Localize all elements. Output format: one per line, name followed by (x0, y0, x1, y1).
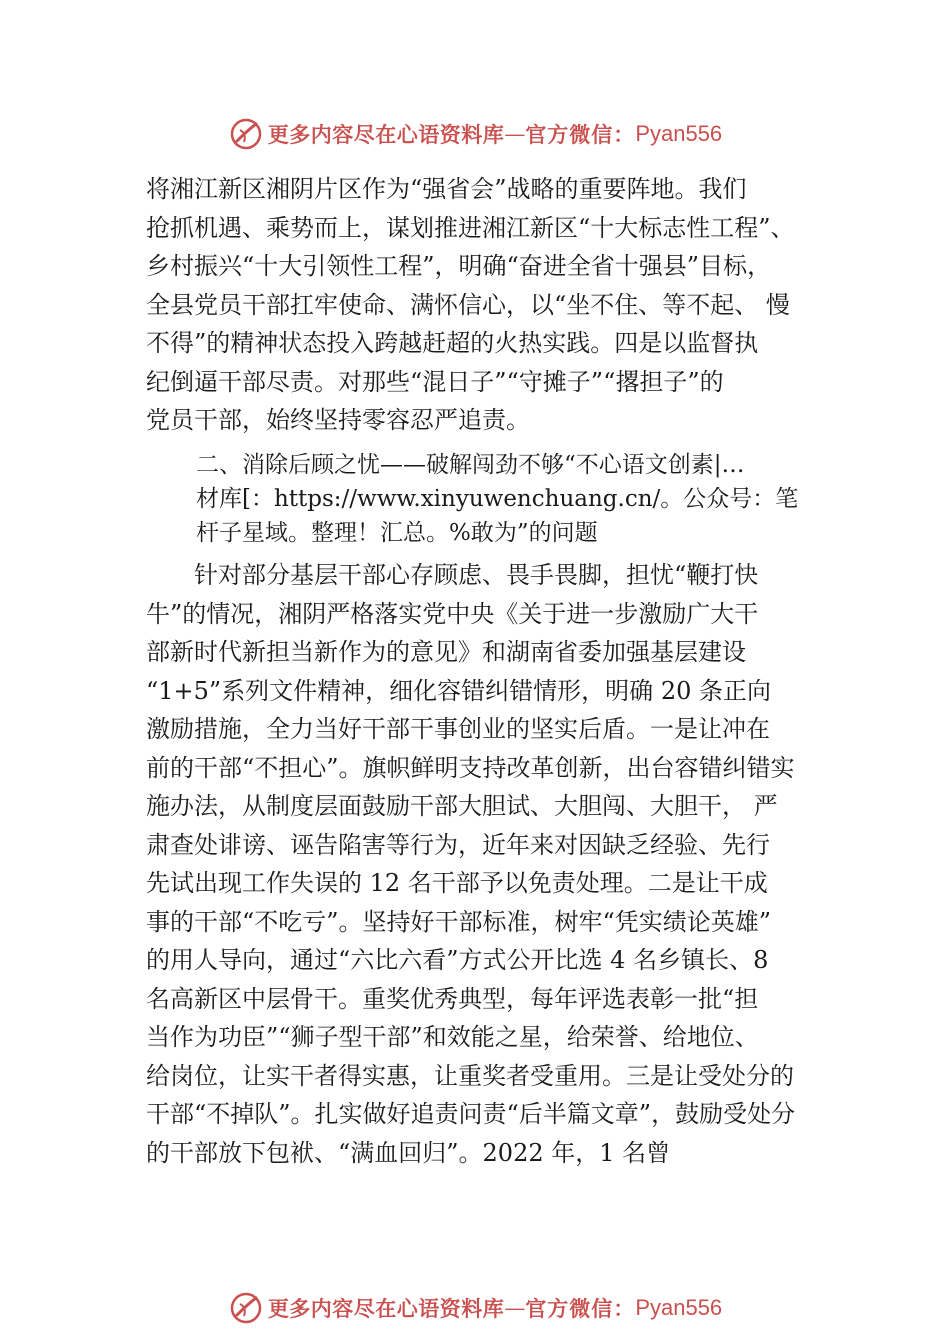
heading-line: 二、消除后顾之忧——破解闯劲不够“不心语文创素|… (196, 452, 745, 478)
watermark-main-text: 更多内容尽在心语资料库 (267, 122, 505, 147)
text-line: “1+5”系列文件精神，细化容错纠错情形，明确 20 条正向 (146, 676, 771, 705)
text-line: 将湘江新区湘阴片区作为“强省会”战略的重要阵地。我们 (146, 175, 747, 203)
brush-logo-icon (228, 116, 264, 152)
text-line: 给岗位，让实干者得实惠，让重奖者受重用。三是让受处分的 (146, 1061, 794, 1090)
header-watermark (0, 114, 950, 154)
text-line: 的用人导向，通过“六比六看”方式公开比选 4 名乡镇长、8 (146, 946, 769, 974)
text-line: 抢抓机遇、乘势而上，谋划推进湘江新区“十大标志性工程”、 (146, 213, 795, 242)
text-line: 不得”的精神状态投入跨越赶超的火热实践。四是以监督执 (146, 329, 759, 357)
text-line: 干部“不掉队”。扎实做好追责问责“后半篇文章”，鼓励受处分 (146, 1100, 796, 1128)
text-line: 全县党员干部扛牢使命、满怀信心，以“坐不住、等不起、 慢 (146, 290, 790, 319)
paragraph-2 (146, 556, 818, 1172)
watermark-main-text: 更多内容尽在心语资料库 (267, 1296, 505, 1321)
watermark-dash: — (504, 122, 526, 146)
text-line: 的干部放下包袱、“满血回归”。2022 年，1 名曾 (146, 1138, 671, 1167)
heading-line: 材库[：https://www.xinyuwenchuang.cn/。公众号：笔 (196, 486, 799, 512)
watermark-wechat-id: Pyan556 (635, 1295, 723, 1320)
heading-line: 杆子星域。整理！汇总。%敢为”的问题 (196, 520, 598, 546)
section-heading (196, 448, 820, 550)
text-line: 部新时代新担当新作为的意见》和湖南省委加强基层建设 (146, 638, 746, 666)
text-line: 事的干部“不吃亏”。坚持好干部标准，树牢“凭实绩论英雄” (146, 907, 772, 936)
text-line: 党员干部，始终坚持零容忍严追责。 (146, 406, 530, 434)
footer-watermark (0, 1288, 950, 1328)
text-line: 先试出现工作失误的 12 名干部予以免责处理。二是让干成 (146, 869, 768, 897)
paragraph-1 (146, 170, 818, 440)
text-line: 当作为功臣”“狮子型干部”和效能之星，给荣誉、给地位、 (146, 1023, 759, 1051)
text-line: 针对部分基层干部心存顾虑、畏手畏脚，担忧“鞭打快 (194, 561, 759, 589)
text-line: 施办法，从制度层面鼓励干部大胆试、大胆闯、大胆干， 严 (146, 792, 778, 820)
text-line: 名高新区中层骨干。重奖优秀典型，每年评选表彰一批“担 (146, 984, 759, 1013)
text-line: 纪倒逼干部尽责。对那些“混日子”“守摊子”“撂担子”的 (146, 367, 724, 396)
watermark-sub-text: 官方微信： (525, 122, 636, 147)
brush-logo-icon (228, 1290, 264, 1326)
watermark-wechat-id: Pyan556 (635, 121, 723, 146)
watermark-sub-text: 官方微信： (525, 1296, 636, 1321)
text-line: 牛”的情况，湘阴严格落实党中央《关于进一步激励广大干 (146, 599, 759, 628)
text-line: 乡村振兴“十大引领性工程”，明确“奋进全省十强县”目标， (146, 252, 772, 280)
text-line: 激励措施，全力当好干部干事创业的坚实后盾。一是让冲在 (146, 715, 770, 743)
text-line: 肃查处诽谤、诬告陷害等行为，近年来对因缺乏经验、先行 (146, 830, 770, 859)
watermark-dash: — (504, 1296, 526, 1320)
text-line: 前的干部“不担心”。旗帜鲜明支持改革创新，出台容错纠错实 (146, 753, 795, 782)
